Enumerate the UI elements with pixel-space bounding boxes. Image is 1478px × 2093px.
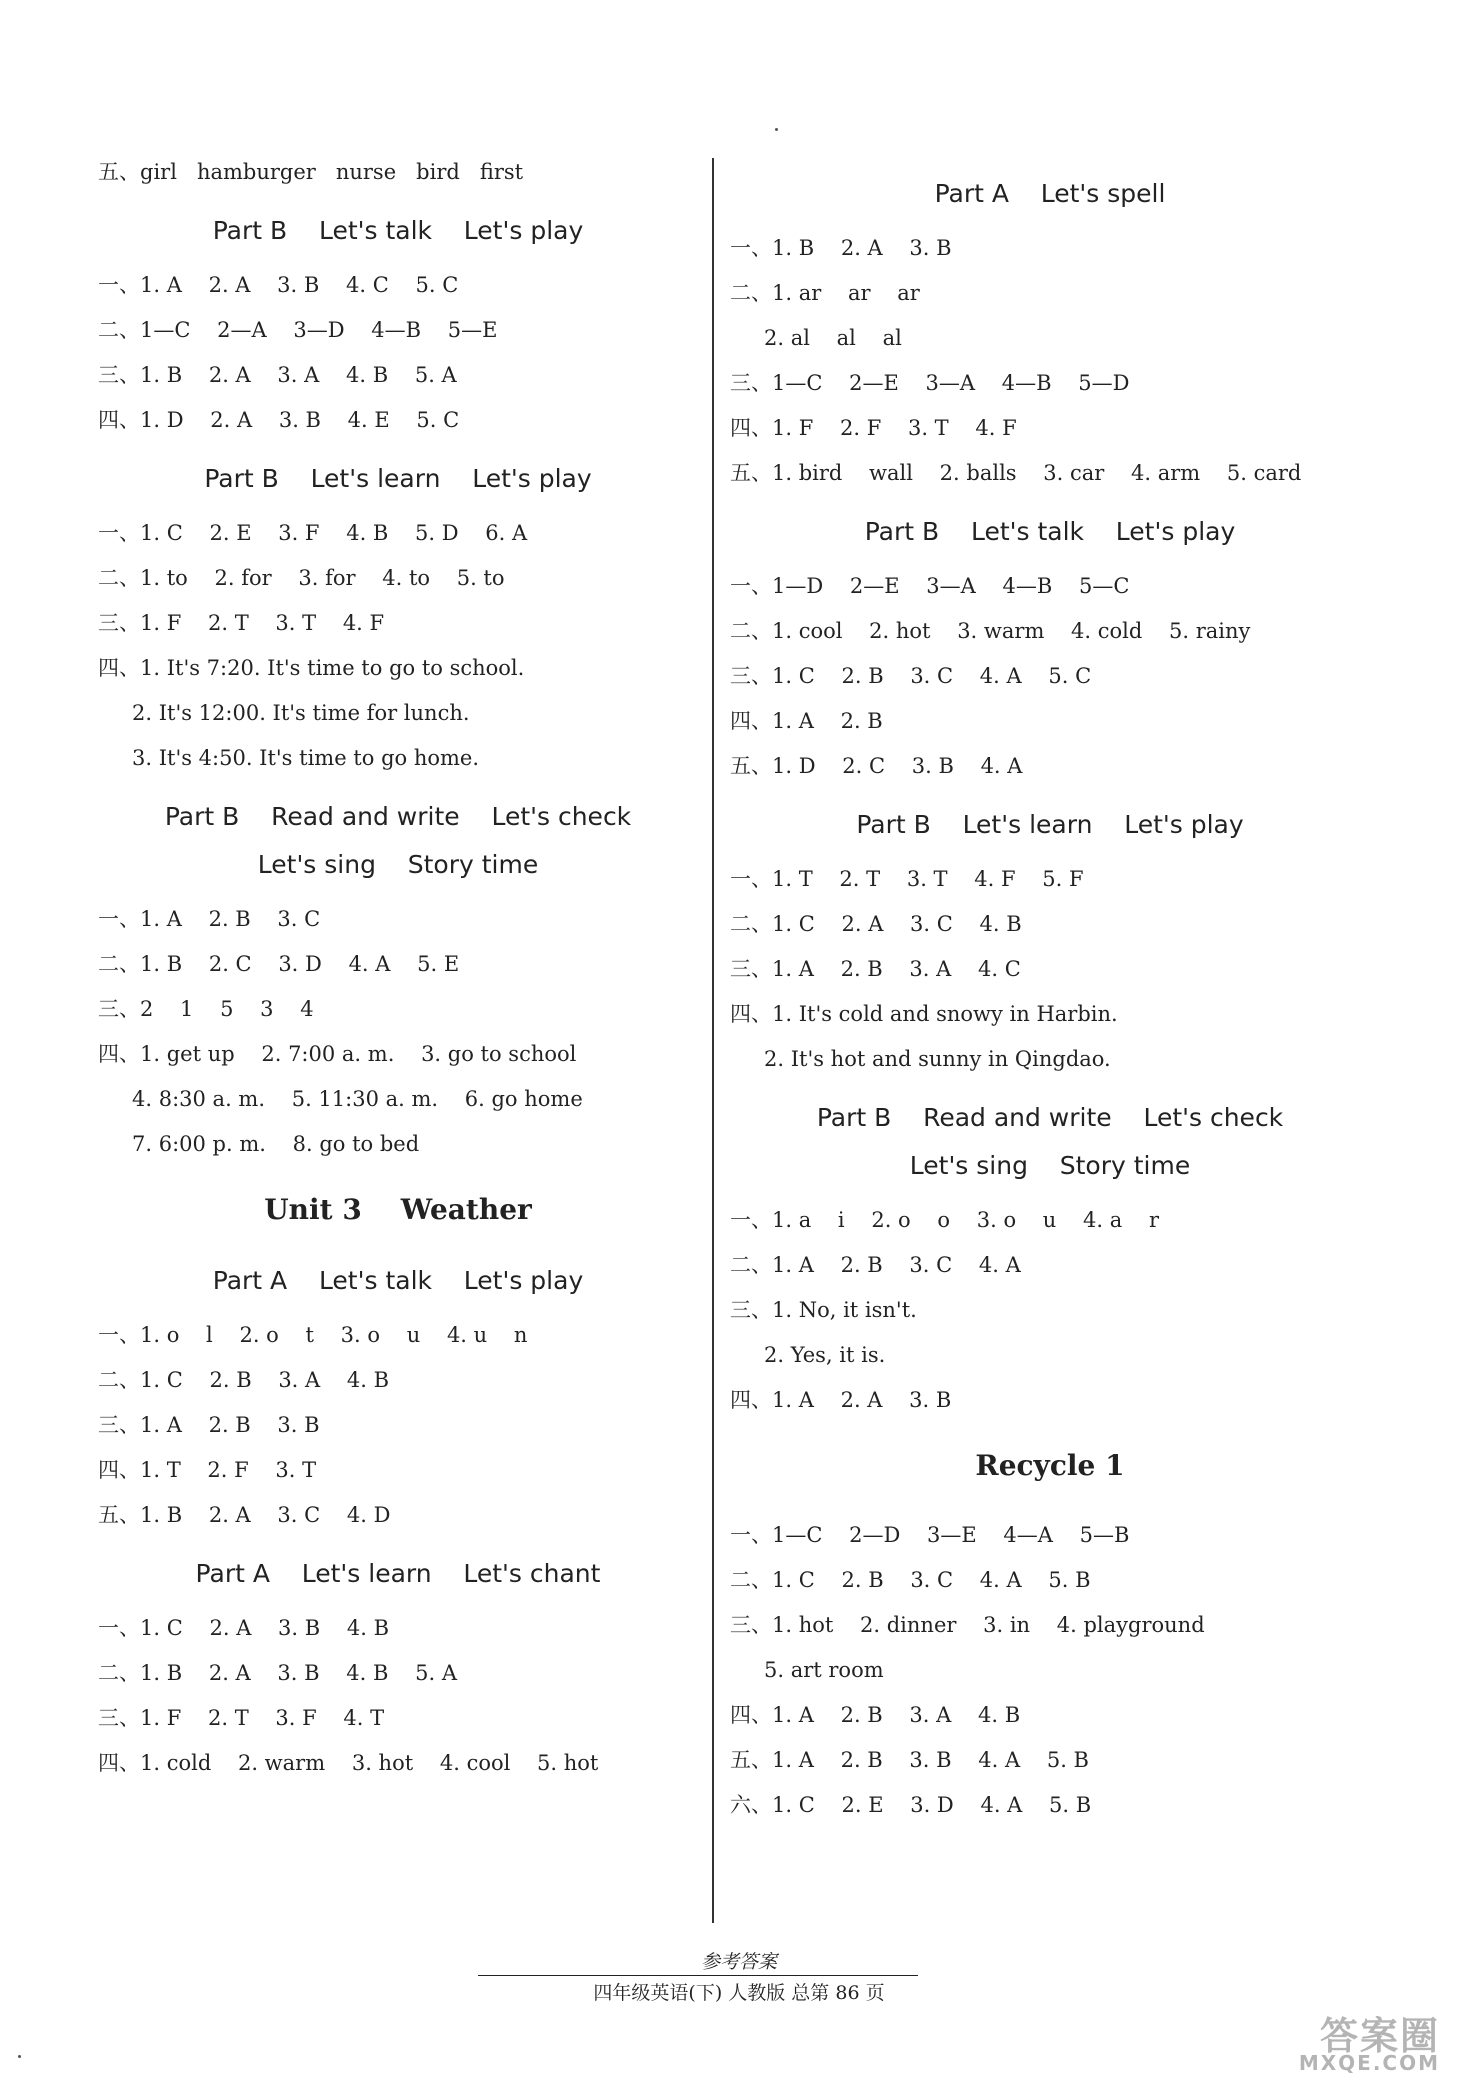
answer-line: 一、1. o l 2. o t 3. o u 4. u n: [98, 1323, 528, 1347]
answer-line: 三、1. B 2. A 3. A 4. B 5. A: [98, 363, 457, 387]
answer-line: 四、1. cold 2. warm 3. hot 4. cool 5. hot: [98, 1751, 599, 1775]
section-heading: Part B Read and write Let's check: [816, 1103, 1284, 1132]
answer-line: 三、1. A 2. B 3. A 4. C: [730, 957, 1021, 981]
answer-line: 四、1. get up 2. 7:00 a. m. 3. go to school: [98, 1042, 577, 1066]
right-column: [730, 150, 1370, 1828]
answer-line: 一、1—C 2—D 3—E 4—A 5—B: [730, 1523, 1130, 1547]
answer-line: 五、1. B 2. A 3. C 4. D: [98, 1503, 391, 1527]
answer-line: 一、1. C 2. E 3. F 4. B 5. D 6. A: [98, 521, 528, 545]
footer-rule: [478, 1975, 918, 1976]
answer-line: 四、1. It's 7:20. It's time to go to school.: [98, 656, 525, 680]
answer-line: 五、girl hamburger nurse bird first: [98, 160, 524, 184]
answer-line: 三、2 1 5 3 4: [98, 997, 314, 1021]
answer-line: 五、1. A 2. B 3. B 4. A 5. B: [730, 1748, 1089, 1772]
left-column: [98, 150, 698, 1786]
section-heading-two-line: [98, 793, 698, 889]
answer-line: 二、1. B 2. C 3. D 4. A 5. E: [98, 952, 460, 976]
answer-line: 五、1. bird wall 2. balls 3. car 4. arm 5. card: [730, 461, 1302, 485]
answer-line: 三、1. F 2. T 3. T 4. F: [98, 611, 385, 635]
answer-line: 2. It's hot and sunny in Qingdao.: [764, 1047, 1111, 1071]
answer-line: 二、1. to 2. for 3. for 4. to 5. to: [98, 566, 505, 590]
answer-line: 六、1. C 2. E 3. D 4. A 5. B: [730, 1793, 1092, 1817]
answer-line: 一、1. C 2. A 3. B 4. B: [98, 1616, 390, 1640]
answer-line: 3. It's 4:50. It's time to go home.: [132, 746, 480, 770]
answer-line: 三、1. hot 2. dinner 3. in 4. playground: [730, 1613, 1205, 1637]
answer-line: 二、1. A 2. B 3. C 4. A: [730, 1253, 1021, 1277]
answer-line: 四、1. T 2. F 3. T: [98, 1458, 317, 1482]
footer-title: 参考答案: [700, 1951, 777, 1973]
answer-line: 二、1—C 2—A 3—D 4—B 5—E: [98, 318, 498, 342]
unit-title: Unit 3 Weather: [264, 1193, 532, 1226]
unit-title: Recycle 1: [975, 1449, 1125, 1482]
section-heading: Part A Let's spell: [934, 179, 1166, 208]
section-heading: Part B Let's talk Let's play: [864, 517, 1236, 546]
answer-line: 一、1. B 2. A 3. B: [730, 236, 952, 260]
answer-line: 四、1. A 2. B 3. A 4. B: [730, 1703, 1021, 1727]
section-heading-two-line: [730, 1094, 1370, 1190]
answer-line: 三、1. F 2. T 3. F 4. T: [98, 1706, 385, 1730]
answer-line: 二、1. B 2. A 3. B 4. B 5. A: [98, 1661, 457, 1685]
answer-line: 二、1. C 2. B 3. C 4. A 5. B: [730, 1568, 1091, 1592]
answer-line: 二、1. C 2. A 3. C 4. B: [730, 912, 1022, 936]
watermark-bottom-text: MXQE.COM: [1298, 2051, 1440, 2075]
answer-line: 四、1. F 2. F 3. T 4. F: [730, 416, 1017, 440]
answer-line: 7. 6:00 p. m. 8. go to bed: [132, 1132, 420, 1156]
answer-line: 三、1—C 2—E 3—A 4—B 5—D: [730, 371, 1130, 395]
section-heading: Part A Let's learn Let's chant: [195, 1559, 601, 1588]
answer-line: 一、1—D 2—E 3—A 4—B 5—C: [730, 574, 1130, 598]
section-heading: Part B Let's learn Let's play: [204, 464, 592, 493]
section-heading: Part B Let's learn Let's play: [856, 810, 1244, 839]
watermark-logo: [1190, 2005, 1440, 2075]
answer-line: 三、1. C 2. B 3. C 4. A 5. C: [730, 664, 1092, 688]
section-heading: Part A Let's talk Let's play: [212, 1266, 584, 1295]
answer-line: 二、1. C 2. B 3. A 4. B: [98, 1368, 390, 1392]
answer-line: 四、1. A 2. A 3. B: [730, 1388, 952, 1412]
section-heading-line2: Let's sing Story time: [909, 1151, 1191, 1180]
answer-line: 五、1. D 2. C 3. B 4. A: [730, 754, 1023, 778]
footer-subtitle: 四年级英语(下) 人教版 总第 86 页: [593, 1982, 885, 2004]
answer-line: 2. Yes, it is.: [764, 1343, 886, 1367]
answer-line: 2. al al al: [764, 326, 902, 350]
scan-speck: [775, 128, 778, 131]
answer-line: 2. It's 12:00. It's time for lunch.: [132, 701, 470, 725]
answer-line: 三、1. No, it isn't.: [730, 1298, 917, 1322]
watermark-top-text: 答案圈: [1319, 2014, 1440, 2058]
answer-line: 四、1. D 2. A 3. B 4. E 5. C: [98, 408, 460, 432]
answer-line: 二、1. ar ar ar: [730, 281, 920, 305]
answer-line: 5. art room: [764, 1658, 884, 1682]
answer-line: 二、1. cool 2. hot 3. warm 4. cold 5. rainy: [730, 619, 1251, 643]
answer-line: 一、1. a i 2. o o 3. o u 4. a r: [730, 1208, 1160, 1232]
section-heading: Part B Read and write Let's check: [164, 802, 632, 831]
section-heading: Part B Let's talk Let's play: [212, 216, 584, 245]
column-divider: [712, 158, 714, 1923]
answer-line: 一、1. T 2. T 3. T 4. F 5. F: [730, 867, 1084, 891]
answer-line: 四、1. It's cold and snowy in Harbin.: [730, 1002, 1118, 1026]
answer-line: 三、1. A 2. B 3. B: [98, 1413, 320, 1437]
answer-line: 四、1. A 2. B: [730, 709, 883, 733]
answer-line: 一、1. A 2. B 3. C: [98, 907, 321, 931]
section-heading-line2: Let's sing Story time: [257, 850, 539, 879]
answer-line: 一、1. A 2. A 3. B 4. C 5. C: [98, 273, 459, 297]
scan-speck: [18, 2055, 21, 2058]
answer-line: 4. 8:30 a. m. 5. 11:30 a. m. 6. go home: [132, 1087, 583, 1111]
